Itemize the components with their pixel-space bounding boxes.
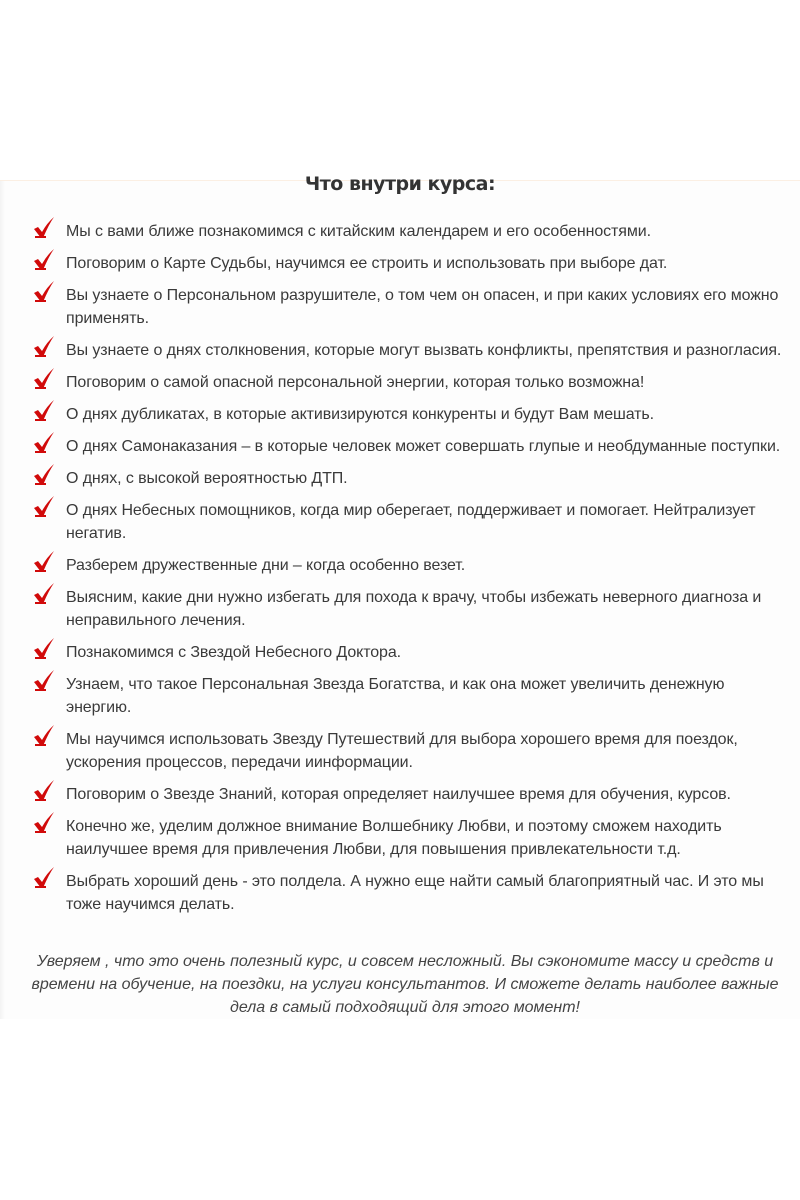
checkmark-icon (32, 463, 56, 487)
list-item-text: Поговорим о самой опасной персональной энергии, которая только возможна! (66, 374, 645, 391)
list-item-text: Узнаем, что такое Персональная Звезда Богатства, и как она может увеличить денежную энергию. (66, 676, 725, 716)
list-item-text: Конечно же, уделим должное внимание Волшебнику Любви, и поэтому сможем находить наилучшее время для привлечения Любви, для повышения привлекательности т.д. (66, 818, 722, 858)
list-item (30, 371, 790, 394)
checkmark-icon (32, 431, 56, 455)
list-item (30, 403, 790, 426)
list-item (30, 252, 790, 275)
list-item (30, 467, 790, 490)
list-item (30, 435, 790, 458)
list-item (30, 641, 790, 664)
checkmark-icon (32, 811, 56, 835)
checkmark-icon (32, 637, 56, 661)
checkmark-icon (32, 399, 56, 423)
list-item-text: Познакомимся с Звездой Небесного Доктора. (66, 644, 401, 661)
list-item (30, 220, 790, 243)
checkmark-icon (32, 779, 56, 803)
list-item (30, 339, 790, 362)
list-item-text: Выбрать хороший день - это полдела. А нужно еще найти самый благоприятный час. И это мы тоже научимся делать. (66, 873, 764, 913)
list-item-text: Вы узнаете о Персональном разрушителе, о том чем он опасен, и при каких условиях его можно применять. (66, 287, 779, 327)
feature-list (30, 220, 790, 925)
checkmark-icon (32, 280, 56, 304)
list-item-text: О днях Самонаказания – в которые человек может совершать глупые и необдуманные поступки. (66, 438, 781, 455)
list-item-text: Мы научимся использовать Звезду Путешествий для выбора хорошего время для поездок, ускорения процессов, передачи иинформации. (66, 731, 738, 771)
checkmark-icon (32, 550, 56, 574)
list-item-text: Поговорим о Карте Судьбы, научимся ее строить и использовать при выборе дат. (66, 255, 668, 272)
list-item-text: Выясним, какие дни нужно избегать для похода к врачу, чтобы избежать неверного диагноза и неправильного лечения. (66, 589, 762, 629)
checkmark-icon (32, 866, 56, 890)
checkmark-icon (32, 495, 56, 519)
checkmark-icon (32, 335, 56, 359)
closing-paragraph: Уверяем , что это очень полезный курс, и совсем несложный. Вы сэкономите массу и средств и времени на обучение, на поездки, на услуги консультантов. И сможете делать наиболее важные дела в самый подходящий для этого момент! (31, 953, 779, 1016)
checkmark-icon (32, 367, 56, 391)
list-item-text: О днях Небесных помощников, когда мир оберегает, поддерживает и помогает. Нейтрализует негатив. (66, 502, 756, 542)
list-item-text: О днях, с высокой вероятностью ДТП. (66, 470, 348, 487)
list-item-text: Мы с вами ближе познакомимся с китайским календарем и его особенностями. (66, 223, 651, 240)
list-item-text: Вы узнаете о днях столкновения, которые могут вызвать конфликты, препятствия и разногласия. (66, 342, 782, 359)
list-item (30, 499, 790, 545)
list-item (30, 586, 790, 632)
list-item (30, 673, 790, 719)
checkmark-icon (32, 582, 56, 606)
section-title: Что внутри курса: (304, 173, 496, 195)
list-item (30, 870, 790, 916)
list-item-text: О днях дубликатах, в которые активизируются конкуренты и будут Вам мешать. (66, 406, 654, 423)
list-item-text: Поговорим о Звезде Знаний, которая определяет наилучшее время для обучения, курсов. (66, 786, 731, 803)
list-item (30, 554, 790, 577)
list-item (30, 284, 790, 330)
list-item-text: Разберем дружественные дни – когда особенно везет. (66, 557, 466, 574)
checkmark-icon (32, 724, 56, 748)
checkmark-icon (32, 216, 56, 240)
list-item (30, 783, 790, 806)
list-item (30, 815, 790, 861)
checkmark-icon (32, 669, 56, 693)
list-item (30, 728, 790, 774)
checkmark-icon (32, 248, 56, 272)
